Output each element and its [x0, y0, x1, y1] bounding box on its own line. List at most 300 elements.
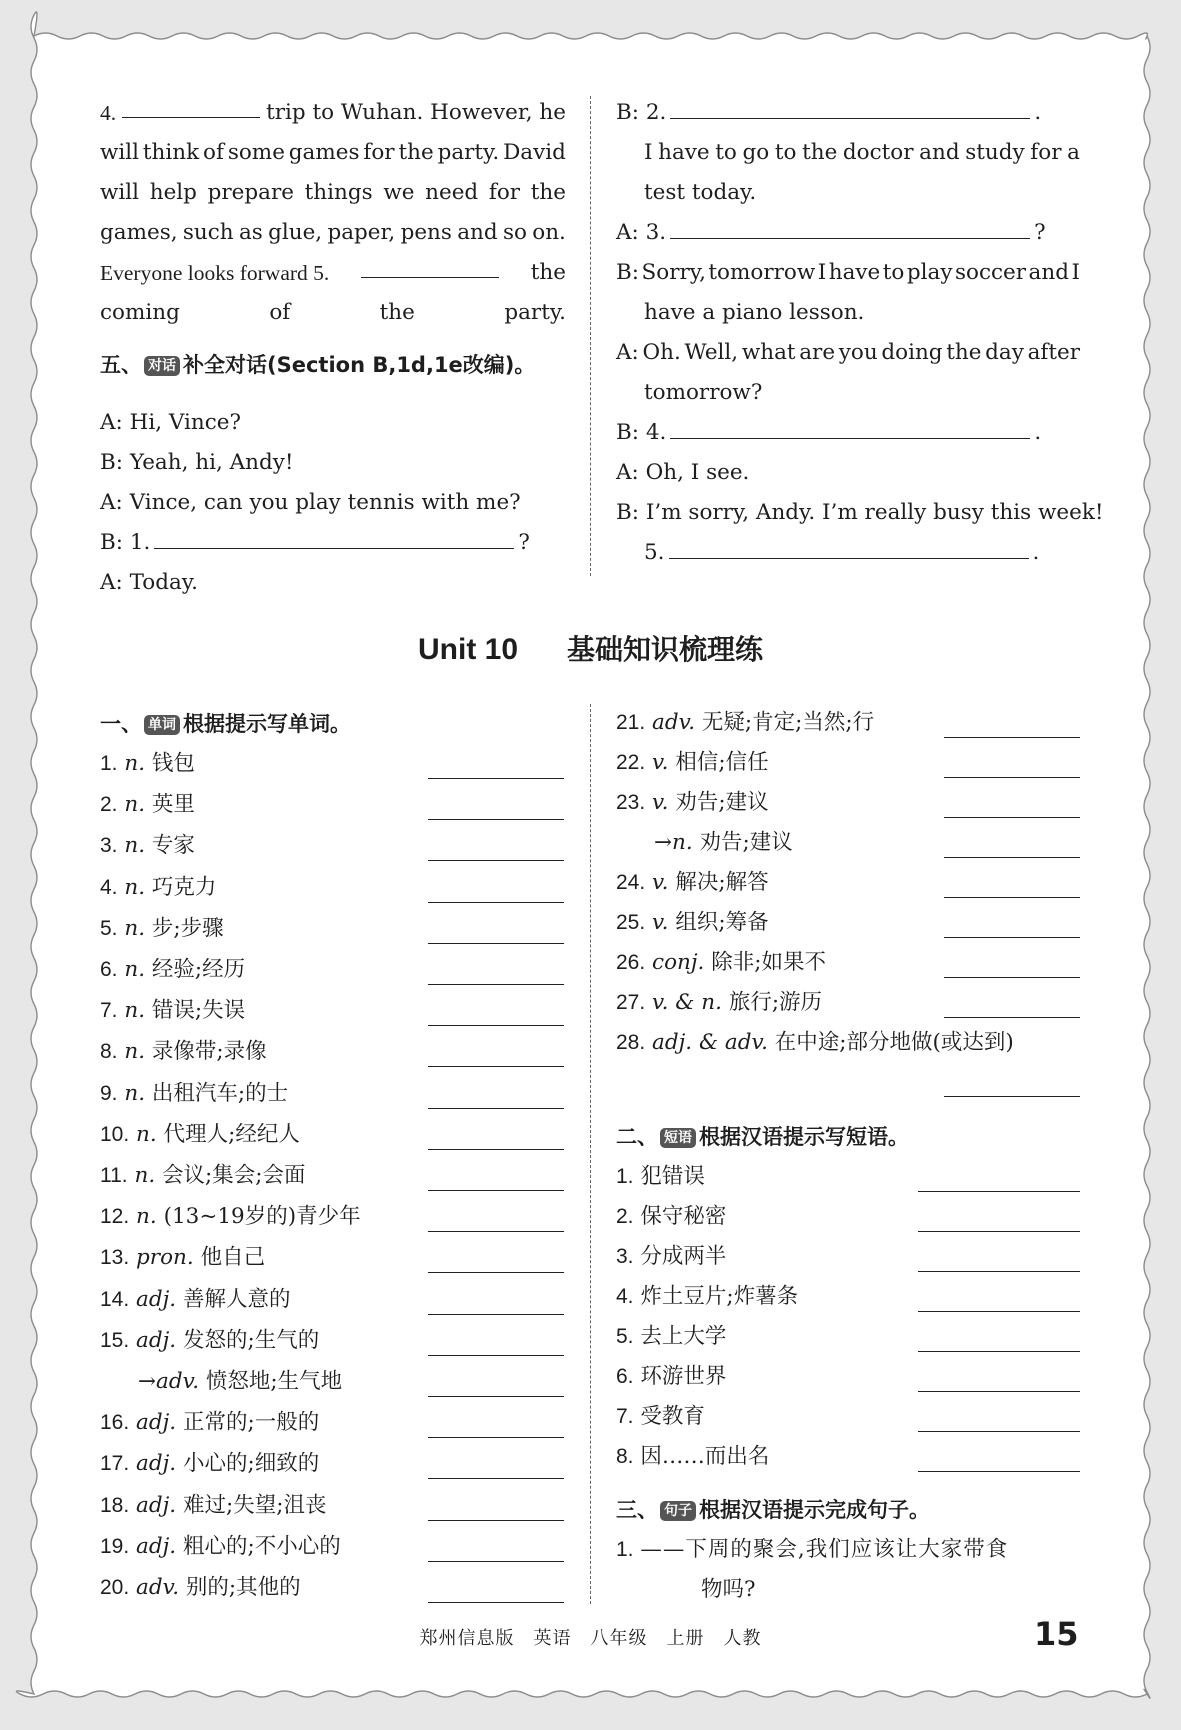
item-number: 6. [616, 1365, 634, 1388]
dialog-line [100, 483, 521, 523]
answer-line[interactable] [428, 1231, 564, 1232]
dialog-line [616, 453, 749, 493]
item-number: 1. [100, 752, 118, 775]
column-divider-bottom [590, 704, 591, 1604]
word: David [503, 140, 566, 165]
word: some [227, 140, 285, 165]
vocab-item [100, 1115, 300, 1155]
part2-header [616, 1117, 909, 1157]
part-of-speech: n. [124, 751, 146, 776]
word: doing [881, 340, 943, 365]
word: the [379, 300, 415, 325]
word: prepare [207, 180, 294, 205]
chinese-meaning: 经验;经历 [151, 957, 246, 982]
item-number: 15. [100, 1328, 130, 1352]
vocab-item [100, 1403, 319, 1443]
part-of-speech: v. [652, 910, 669, 935]
item-number: 17. [100, 1452, 130, 1476]
dialog-line [644, 293, 864, 333]
phrase-item [616, 1397, 705, 1437]
answer-line[interactable] [428, 1602, 564, 1603]
chinese-meaning: 粗心的;不小心的 [182, 1533, 341, 1559]
chinese-meaning: 善解人意的 [182, 1286, 291, 1312]
word: and [457, 220, 498, 245]
part-of-speech: adj. & adv. [652, 1030, 768, 1055]
passage-text: Everyone looks forward 5. [100, 261, 330, 285]
footer-info: 郑州信息版 英语 八年级 上册 人教 [419, 1628, 762, 1649]
item-number: 21. [616, 711, 646, 734]
dialog-line [616, 253, 1080, 293]
dialog-line [616, 493, 1104, 533]
word: what [741, 340, 796, 365]
chinese-meaning: 组织;筹备 [675, 910, 769, 935]
word: for [363, 140, 395, 165]
phrase-item [616, 1357, 726, 1397]
word: games, [100, 220, 178, 245]
item-number: 13. [100, 1246, 130, 1270]
word: B: [616, 260, 640, 285]
dialog-text: ? [1034, 220, 1046, 245]
vocab-item [100, 1156, 306, 1196]
part3-header [616, 1490, 930, 1530]
answer-line[interactable] [428, 1272, 564, 1273]
part-of-speech: n. [134, 1163, 156, 1188]
part-of-speech: n. [124, 1039, 146, 1065]
item-number: 18. [100, 1493, 130, 1517]
answer-line[interactable] [428, 1520, 564, 1521]
chinese-phrase: 炸土豆片;炸薯条 [640, 1284, 799, 1309]
part-of-speech: →adv. [138, 1369, 200, 1394]
item-number: 3. [100, 834, 118, 858]
section-tag-badge: 对话 [144, 356, 180, 376]
answer-line[interactable] [428, 860, 564, 861]
item-number: 24. [616, 871, 646, 894]
chinese-meaning: 巧克力 [151, 874, 217, 900]
answer-line[interactable] [944, 737, 1080, 738]
dialog-text: B: 1. [100, 530, 151, 555]
vocab-item [616, 903, 769, 943]
word: have [828, 260, 881, 285]
dialog-text: 5. [644, 540, 665, 565]
dialog-text: have a piano lesson. [644, 300, 865, 325]
word: glue, [268, 220, 323, 245]
vocab-item [616, 703, 874, 743]
word: pens [400, 220, 452, 245]
word: games [288, 140, 360, 165]
vocab-item [616, 1023, 1014, 1063]
answer-line[interactable] [918, 1431, 1080, 1432]
answer-line[interactable] [428, 1149, 564, 1150]
word: party. [437, 140, 500, 165]
word: of [269, 300, 291, 325]
part-of-speech: adj. [136, 1451, 177, 1477]
word: Oh. [642, 340, 681, 365]
dialog-text: A: 3. [616, 220, 667, 245]
word: and [1028, 260, 1069, 285]
word: play [906, 260, 953, 285]
section-prefix: 五、 [100, 353, 142, 377]
part-of-speech: adj. [136, 1327, 177, 1353]
word: soccer [954, 260, 1027, 285]
vocab-item [100, 1074, 288, 1114]
chinese-meaning: 步;步骤 [151, 915, 224, 941]
dialog-line [644, 533, 1039, 573]
dialog-text: . [1034, 420, 1042, 445]
passage-line [100, 133, 566, 173]
word: to [882, 260, 905, 285]
chinese-meaning: 钱包 [151, 751, 195, 776]
item-number: 3. [616, 1245, 634, 1268]
dialog-answer-blank[interactable] [670, 414, 1030, 439]
chinese-meaning: 在中途;部分地做(或达到) [774, 1030, 1014, 1055]
part-of-speech: adj. [136, 1533, 177, 1559]
footer [0, 1618, 1181, 1659]
section-title: 根据提示写单词。 [183, 712, 351, 736]
answer-line[interactable] [428, 902, 564, 903]
chinese-phrase: 因……而出名 [640, 1444, 770, 1469]
chinese-phrase: 环游世界 [640, 1364, 727, 1389]
word: day [985, 340, 1024, 365]
vocab-item [616, 983, 822, 1023]
chinese-meaning: 小心的;细致的 [182, 1451, 320, 1477]
part-of-speech: n. [124, 1080, 146, 1106]
chinese-meaning: 错误;失误 [151, 998, 246, 1024]
passage-line [100, 213, 566, 253]
answer-line[interactable] [428, 1025, 564, 1026]
chinese-meaning: 相信;信任 [675, 750, 769, 775]
vocab-item [616, 783, 769, 823]
chinese-phrase: 分成两半 [640, 1244, 727, 1269]
dialog-line [644, 133, 1080, 173]
part-of-speech: n. [136, 1121, 157, 1147]
item-number: 22. [616, 751, 646, 774]
part-of-speech: n. [136, 1204, 157, 1230]
vocab-item [100, 1527, 341, 1567]
answer-line[interactable] [944, 897, 1080, 898]
vocab-item [100, 991, 245, 1031]
item-number: 16. [100, 1411, 130, 1435]
chinese-phrase: 犯错误 [640, 1164, 705, 1189]
sentence-item [616, 1530, 1008, 1570]
dialog-line [100, 563, 198, 603]
dialog-line [616, 213, 1046, 253]
word: doctor [842, 140, 914, 165]
phrase-item [616, 1157, 705, 1197]
vocab-item [100, 1444, 319, 1484]
word: the [946, 340, 982, 365]
part-of-speech: n. [124, 915, 146, 941]
dialog-text: . [1032, 540, 1040, 565]
item-number: 27. [616, 991, 646, 1014]
word: paper, [327, 220, 396, 245]
answer-line[interactable] [428, 1108, 564, 1109]
passage-text: 4. [100, 101, 117, 125]
dialog-answer-blank[interactable] [669, 534, 1029, 559]
answer-line[interactable] [918, 1351, 1080, 1352]
passage-line [100, 173, 566, 213]
item-number: 19. [100, 1534, 130, 1558]
item-number: 12. [100, 1205, 130, 1229]
chinese-meaning: 专家 [151, 833, 195, 859]
answer-line[interactable] [428, 1066, 564, 1067]
answer-line[interactable] [428, 1314, 564, 1315]
dialog-line [616, 333, 1080, 373]
section-tag-badge: 句子 [660, 1501, 696, 1521]
answer-line[interactable] [428, 778, 564, 779]
answer-line[interactable] [944, 777, 1080, 778]
chinese-meaning: 发怒的;生气的 [182, 1327, 320, 1353]
part-of-speech: adv. [652, 710, 696, 735]
dialog-text: A: Today. [100, 570, 198, 595]
passage-text: trip to Wuhan. However, he [266, 100, 566, 125]
chinese-meaning: 录像带;录像 [151, 1039, 267, 1065]
section-title: 根据汉语提示完成句子。 [699, 1498, 930, 1522]
word: tomorrow [708, 260, 816, 285]
answer-line[interactable] [428, 1561, 564, 1562]
phrase-item [616, 1197, 726, 1237]
chinese-meaning: 英里 [151, 792, 195, 818]
word: go [742, 140, 770, 165]
dialog-line [644, 173, 756, 213]
dialog-text: B: I’m sorry, Andy. I’m really busy this week! [616, 500, 1104, 525]
section-prefix: 三、 [616, 1498, 658, 1522]
item-number: 7. [616, 1405, 634, 1428]
unit-title: Unit 10 [418, 633, 519, 666]
chinese-meaning: 别的;其他的 [185, 1575, 301, 1600]
word: I [817, 260, 827, 285]
vocab-item [100, 1238, 265, 1278]
section5-header [100, 345, 535, 385]
phrase-item [616, 1317, 726, 1357]
word: after [1027, 340, 1080, 365]
vocab-item [100, 1321, 319, 1361]
part-of-speech: n. [124, 957, 146, 982]
word: I [1071, 260, 1080, 285]
word: to [774, 140, 797, 165]
word: will [100, 140, 140, 165]
item-number: 8. [616, 1445, 634, 1468]
word: you [838, 340, 878, 365]
passage-line [100, 253, 566, 293]
dialog-text: . [1034, 100, 1042, 125]
answer-line[interactable] [918, 1471, 1080, 1472]
word: think [142, 140, 200, 165]
section-prefix: 一、 [100, 712, 142, 736]
word: I [644, 140, 653, 165]
answer-blank[interactable] [361, 253, 499, 278]
dialog-text: A: Vince, can you play tennis with me? [100, 490, 521, 515]
part-of-speech: n. [124, 998, 146, 1024]
part-of-speech: n. [124, 833, 146, 859]
dialog-line [100, 403, 241, 443]
item-number: 1. [616, 1538, 634, 1561]
answer-line[interactable] [428, 819, 564, 820]
chinese-meaning: 劝告;建议 [699, 830, 793, 855]
part-of-speech: →n. [654, 830, 693, 855]
passage-line [100, 293, 566, 333]
word: on. [532, 220, 566, 245]
vocab-item [138, 1362, 342, 1402]
chinese-meaning: 代理人;经纪人 [163, 1121, 300, 1147]
answer-line[interactable] [944, 977, 1080, 978]
section-tag-badge: 单词 [144, 715, 180, 735]
word: Well, [684, 340, 739, 365]
section-title: 补全对话(Section B,1d,1e改编)。 [183, 353, 536, 377]
answer-line[interactable] [428, 1190, 564, 1191]
item-number: 2. [616, 1205, 634, 1228]
item-number: 5. [616, 1325, 634, 1348]
chinese-meaning: 旅行;游历 [728, 990, 823, 1015]
section-tag-badge: 短语 [660, 1128, 696, 1148]
phrase-item [616, 1237, 726, 1277]
chinese-phrase: 去上大学 [640, 1324, 727, 1349]
item-number: 4. [616, 1285, 634, 1308]
vocab-item [654, 823, 793, 863]
column-divider-top [590, 96, 591, 576]
chinese-phrase: 保守秘密 [640, 1204, 727, 1229]
vocab-item [616, 943, 826, 983]
vocab-item [100, 826, 195, 866]
part-of-speech: adj. [136, 1286, 177, 1312]
chinese-meaning: 愤怒地;生气地 [205, 1369, 343, 1394]
word: have [658, 140, 710, 165]
dialog-answer-blank[interactable] [670, 94, 1030, 119]
answer-line[interactable] [428, 984, 564, 985]
dialog-text: tomorrow? [644, 380, 763, 405]
part-of-speech: n. [124, 792, 146, 818]
answer-line[interactable] [428, 1437, 564, 1438]
item-number: 26. [616, 951, 646, 974]
word: help [149, 180, 197, 205]
answer-line[interactable] [428, 1355, 564, 1356]
word: Sorry, [641, 260, 706, 285]
part-of-speech: v. [652, 750, 669, 775]
item-number: 28. [616, 1031, 646, 1054]
chinese-meaning: 无疑;肯定;当然;行 [701, 710, 875, 735]
part-of-speech: conj. [652, 950, 705, 975]
word: A: [616, 340, 639, 365]
word: coming [100, 300, 180, 325]
item-number: 11. [100, 1164, 128, 1187]
word: a [1067, 140, 1080, 165]
answer-line[interactable] [428, 943, 564, 944]
answer-line[interactable] [944, 1017, 1080, 1018]
word: the [530, 180, 566, 205]
word: and [919, 140, 960, 165]
part-of-speech: v. [652, 870, 669, 895]
dialog-answer-blank[interactable] [154, 524, 514, 549]
part-of-speech: pron. [136, 1245, 194, 1271]
chinese-meaning: (13~19岁的)青少年 [163, 1204, 361, 1230]
answer-line[interactable] [944, 937, 1080, 938]
answer-line[interactable] [918, 1191, 1080, 1192]
word: party. [504, 300, 566, 325]
dialog-line [100, 443, 294, 483]
section-title: 根据汉语提示写短语。 [699, 1125, 909, 1149]
part-of-speech: n. [124, 874, 146, 900]
phrase-item [616, 1437, 769, 1477]
answer-line[interactable] [428, 1396, 564, 1397]
item-number: 14. [100, 1287, 130, 1311]
chinese-meaning: 出租汽车;的士 [151, 1080, 289, 1106]
vocab-item [100, 1197, 361, 1237]
answer-line[interactable] [944, 817, 1080, 818]
dialog-line [616, 413, 1041, 453]
item-number: 9. [100, 1081, 118, 1105]
dialog-line [644, 373, 762, 413]
answer-line[interactable] [918, 1271, 1080, 1272]
phrase-item [616, 1277, 798, 1317]
chinese-meaning: 他自己 [200, 1245, 266, 1271]
chinese-meaning: 除非;如果不 [711, 950, 826, 975]
part-of-speech: adj. [136, 1410, 177, 1436]
dialog-text: ? [518, 530, 530, 555]
chinese-meaning: 正常的;一般的 [182, 1410, 320, 1436]
passage-text: the [530, 260, 566, 285]
word: the [802, 140, 838, 165]
vocab-item [100, 744, 195, 784]
vocab-item [100, 950, 245, 990]
word: as [238, 220, 263, 245]
answer-line[interactable] [918, 1311, 1080, 1312]
part-of-speech: adv. [136, 1575, 180, 1600]
part-of-speech: v. [652, 790, 669, 815]
word: things [304, 180, 373, 205]
item-number: 1. [616, 1165, 634, 1188]
vocab-item [100, 909, 224, 949]
item-number: 25. [616, 911, 646, 934]
item-number: 2. [100, 793, 118, 817]
item-number: 7. [100, 999, 118, 1023]
dialog-line [100, 523, 530, 563]
part-of-speech: v. & n. [652, 990, 722, 1015]
item-number: 4. [100, 875, 118, 899]
dialog-text: A: Hi, Vince? [100, 410, 242, 435]
word: study [965, 140, 1025, 165]
item-number: 20. [100, 1576, 130, 1599]
sentence-item-cont [701, 1570, 756, 1610]
chinese-meaning: 劝告;建议 [675, 790, 769, 815]
word: are [799, 340, 836, 365]
unit-title-block [0, 628, 1181, 672]
chinese-meaning: 解决;解答 [675, 870, 769, 895]
item-number: 5. [100, 916, 118, 940]
item-number: 8. [100, 1040, 118, 1064]
chinese-meaning: 难过;失望;沮丧 [182, 1492, 327, 1518]
answer-line[interactable] [944, 857, 1080, 858]
answer-line[interactable] [918, 1391, 1080, 1392]
vocab-item [100, 1280, 291, 1320]
word: to [715, 140, 737, 165]
answer-blank[interactable] [122, 93, 260, 118]
part1-header [100, 704, 351, 744]
dialog-text: B: 2. [616, 100, 667, 125]
word: of [203, 140, 224, 165]
dialog-line [616, 93, 1041, 133]
unit-subtitle: 基础知识梳理练 [566, 633, 763, 666]
answer-line[interactable] [428, 1478, 564, 1479]
answer-line[interactable] [944, 1096, 1080, 1097]
dialog-answer-blank[interactable] [670, 214, 1030, 239]
vocab-item [616, 743, 769, 783]
dialog-text: B: 4. [616, 420, 667, 445]
sentence-prompt: 物吗? [701, 1577, 756, 1602]
item-number: 10. [100, 1122, 130, 1146]
word: so [502, 220, 527, 245]
vocab-item [100, 1032, 267, 1072]
answer-line[interactable] [918, 1231, 1080, 1232]
word: such [182, 220, 234, 245]
